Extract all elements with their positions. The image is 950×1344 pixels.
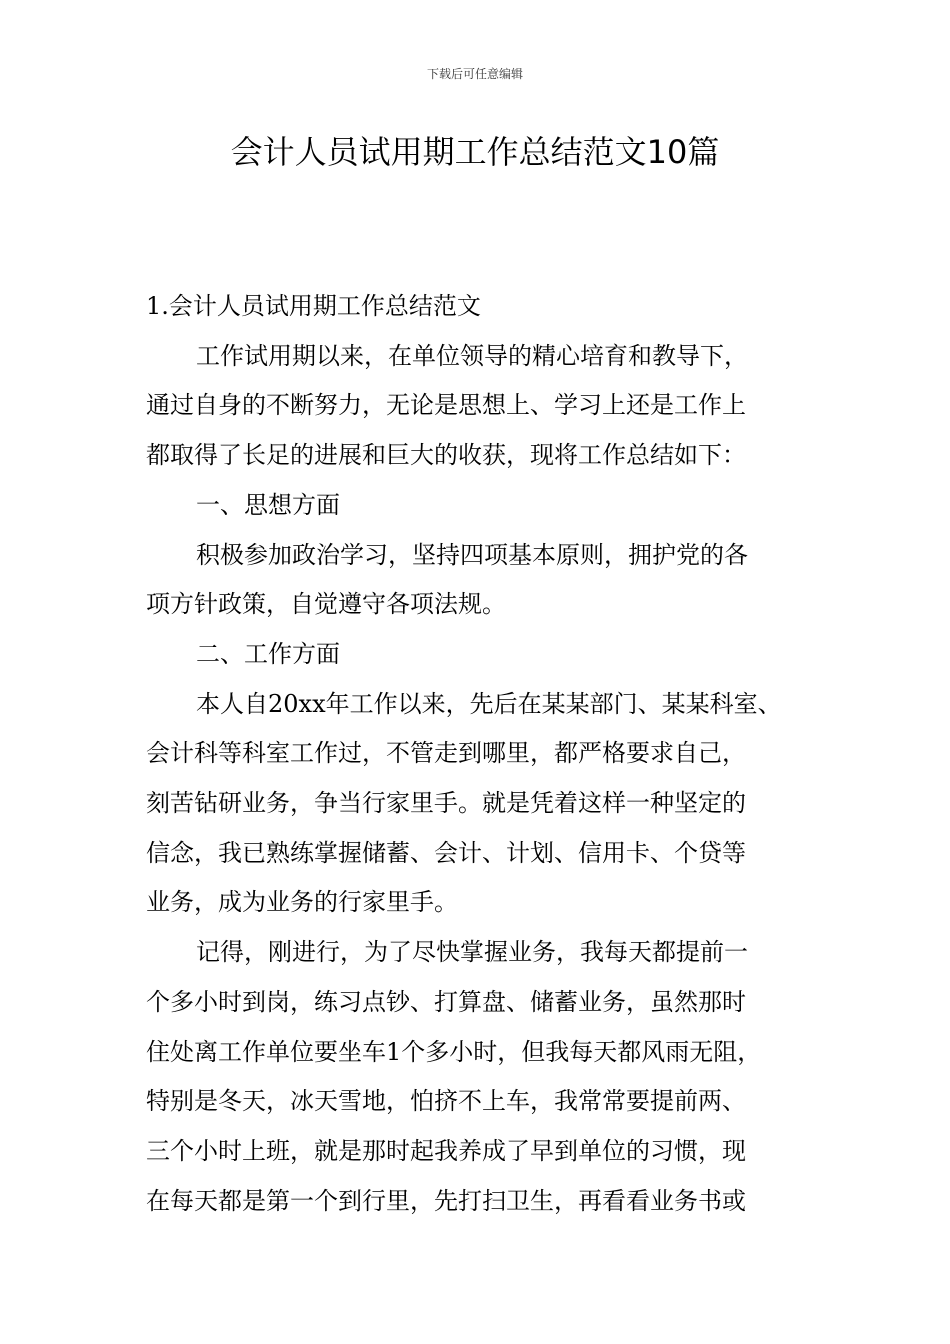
body-line: 工作试用期以来，在单位领导的精心培育和教导下， <box>196 341 748 370</box>
body-line: 都取得了长足的进展和巨大的收获，现将工作总结如下： <box>146 441 746 470</box>
body-line: 一、思想方面 <box>196 490 340 519</box>
body-line: 信念，我已熟练掌握储蓄、会计、计划、信用卡、个贷等 <box>146 838 746 867</box>
body-line: 特别是冬天，冰天雪地，怕挤不上车，我常常要提前两、 <box>146 1087 746 1116</box>
body-line: 业务，成为业务的行家里手。 <box>146 888 458 917</box>
body-line: 会计科等科室工作过，不管走到哪里，都严格要求自己， <box>146 739 746 768</box>
body-line: 二、工作方面 <box>196 639 340 668</box>
body-line: 住处离工作单位要坐车1个多小时，但我每天都风雨无阻， <box>146 1037 762 1066</box>
body-line: 个多小时到岗，练习点钞、打算盘、储蓄业务，虽然那时 <box>146 987 746 1016</box>
body-line: 通过自身的不断努力，无论是思想上、学习上还是工作上 <box>146 391 746 420</box>
body-line: 项方针政策，自觉遵守各项法规。 <box>146 590 506 619</box>
body-line: 积极参加政治学习，坚持四项基本原则，拥护党的各 <box>196 540 748 569</box>
body-line: 本人自20xx年工作以来，先后在某某部门、某某科室、 <box>196 689 782 718</box>
body-line: 三个小时上班，就是那时起我养成了早到单位的习惯，现 <box>146 1136 746 1165</box>
body-line: 刻苦钻研业务，争当行家里手。就是凭着这样一种坚定的 <box>146 789 746 818</box>
body-line: 记得，刚进行，为了尽快掌握业务，我每天都提前一 <box>196 938 748 967</box>
document-body <box>146 282 836 1226</box>
document-title: 会计人员试用期工作总结范文10篇 <box>230 133 720 171</box>
header-note: 下载后可任意编辑 <box>426 67 523 81</box>
body-line: 1.会计人员试用期工作总结范文 <box>146 292 481 320</box>
body-line: 在每天都是第一个到行里，先打扫卫生，再看看业务书或 <box>146 1186 746 1215</box>
